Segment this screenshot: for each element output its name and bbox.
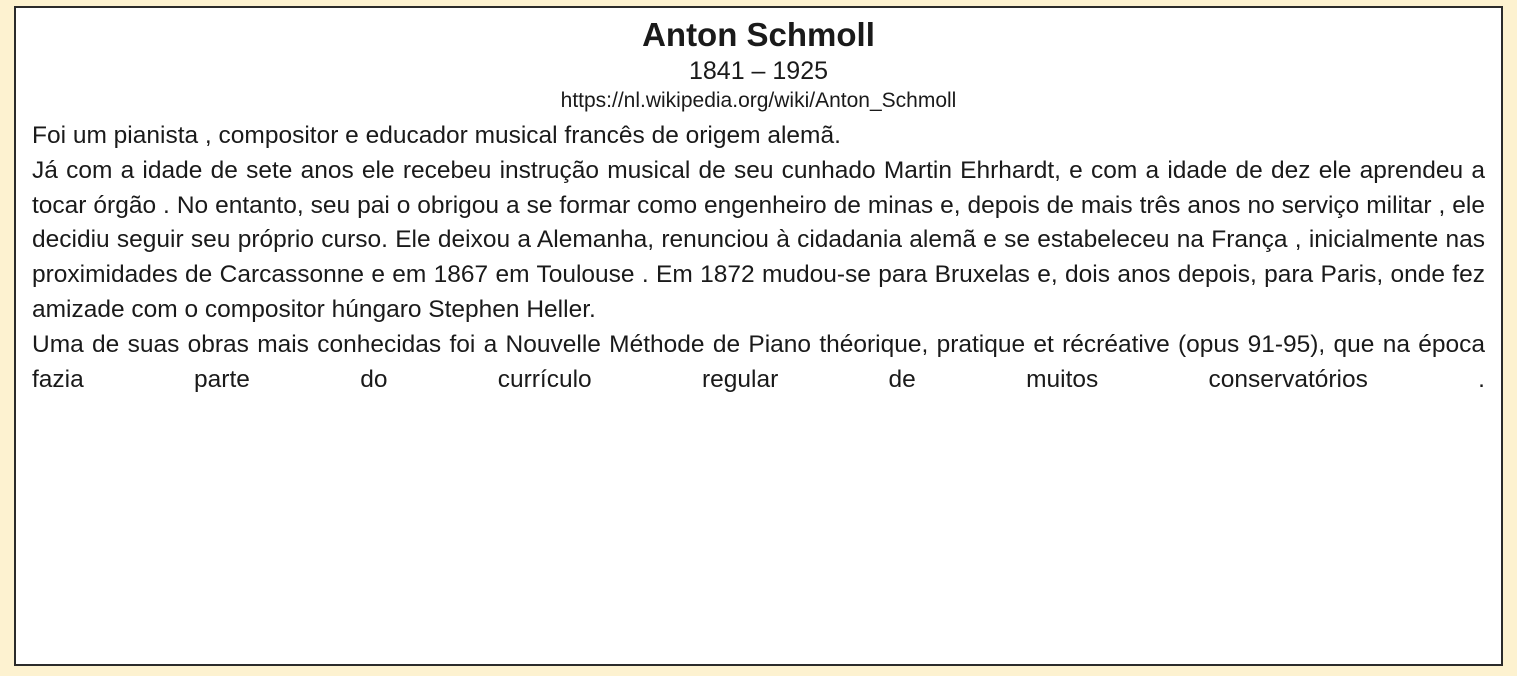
biography-body xyxy=(32,119,1485,432)
paragraph: Uma de suas obras mais conhecidas foi a Nouvelle Méthode de Piano théorique, pratique et récréative (opus 91-95), que na época fazia parte do currículo regular de muitos conservatórios . xyxy=(32,330,1485,393)
biography-card xyxy=(14,6,1503,666)
paragraph: Foi um pianista , compositor e educador musical francês de origem alemã. xyxy=(32,122,841,150)
paragraph: Já com a idade de sete anos ele recebeu instrução musical de seu cunhado Martin Ehrhardt, e com a idade de dez ele aprendeu a tocar órgão . No entanto, seu pai o obrigou a se formar como engenheiro de minas e, depois de mais três anos no serviço militar , ele decidiu seguir seu próprio curso. Ele deixou a Alemanha, renunciou à cidadania alemã e se estabeleceu na França , inicialmente nas proximidades de Carcassonne e em 1867 em Toulouse . Em 1872 mudou-se para Bruxelas e, dois anos depois, para Paris, onde fez amizade com o compositor húngaro Stephen Heller. xyxy=(32,156,1485,324)
page-title: Anton Schmoll xyxy=(642,16,875,53)
life-years: 1841 – 1925 xyxy=(688,56,829,85)
source-url[interactable]: https://nl.wikipedia.org/wiki/Anton_Schmoll xyxy=(560,88,957,112)
